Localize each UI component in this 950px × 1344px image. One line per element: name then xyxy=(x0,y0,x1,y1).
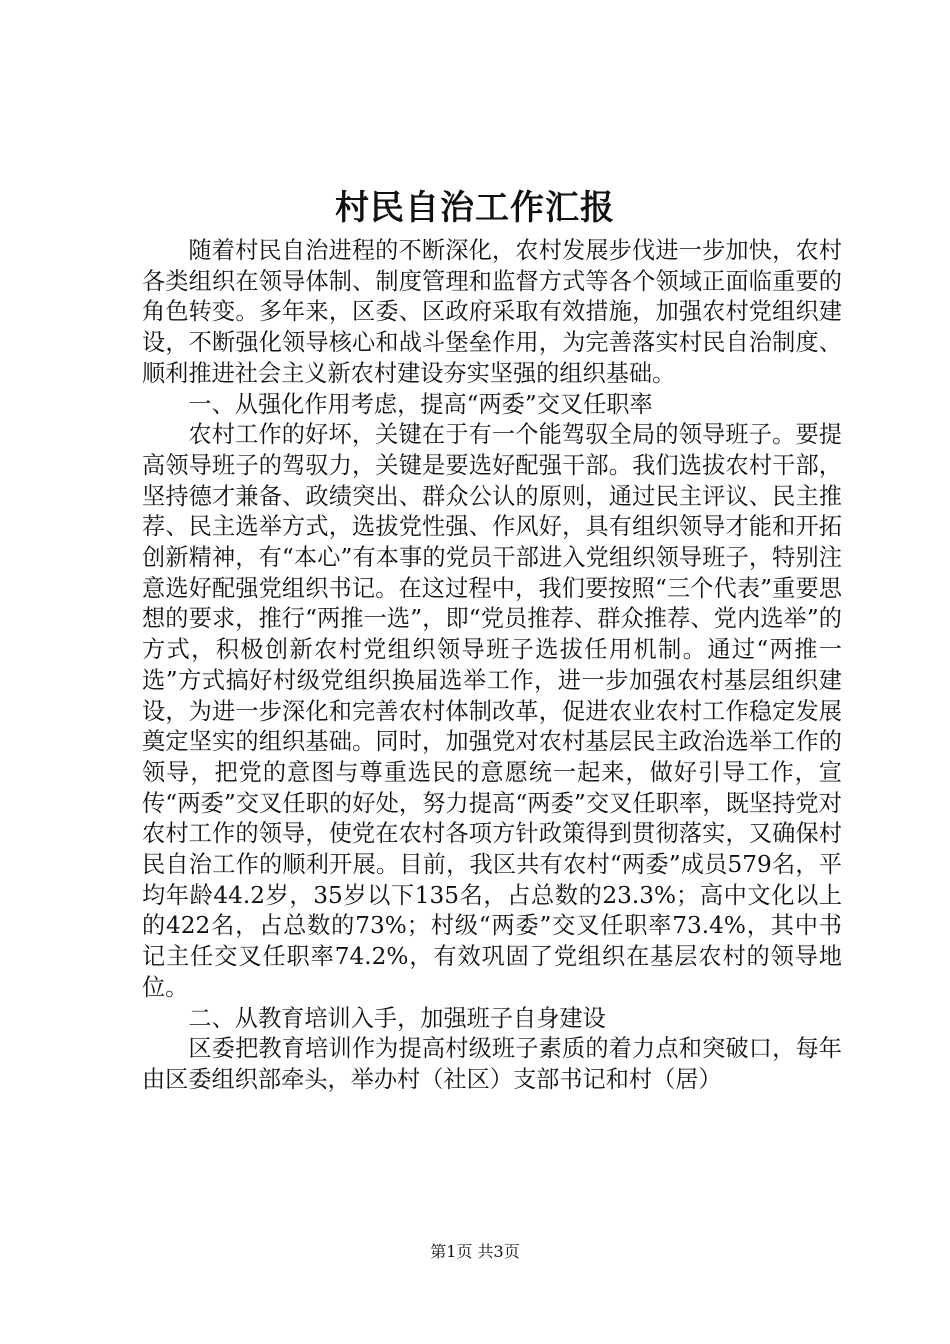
document-body xyxy=(142,236,842,1096)
intro-paragraph: 随着村民自治进程的不断深化，农村发展步伐进一步加快，农村各类组织在领导体制、制度管理和监督方式等各个领域正面临重要的角色转变。多年来，区委、区政府采取有效措施，加强农村党组织建设，不断强化领导核心和战斗堡垒作用，为完善落实村民自治制度、顺利推进社会主义新农村建设夯实坚强的组织基础。 xyxy=(142,237,842,387)
page-footer: 第1页 共3页 xyxy=(430,1242,520,1261)
section-1-heading: 一、从强化作用考虑，提高“两委”交叉任职率 xyxy=(188,390,653,418)
section-2-paragraph: 区委把教育培训作为提高村级班子素质的着力点和突破口，每年由区委组织部牵头，举办村（社区）支部书记和村（居） xyxy=(142,1035,842,1093)
document-title: 村民自治工作汇报 xyxy=(335,188,615,228)
section-1-paragraph: 农村工作的好坏，关键在于有一个能驾驭全局的领导班子。要提高领导班子的驾驭力，关键是要选好配强干部。我们选拔农村干部，坚持德才兼备、政绩突出、群众公认的原则，通过民主评议、民主推荐、民主选举方式，选拔党性强、作风好，具有组织领导才能和开拓创新精神，有“本心”有本事的党员干部进入党组织领导班子，特别注意选好配强党组织书记。在这过程中，我们要按照“三个代表”重要思想的要求，推行“两推一选”，即“党员推荐、群众推荐、党内选举”的方式，积极创新农村党组织领导班子选拔任用机制。通过“两推一选”方式搞好村级党组织换届选举工作，进一步加强农村基层组织建设，为进一步深化和完善农村体制改革，促进农业农村工作稳定发展奠定坚实的组织基础。同时，加强党对农村基层民主政治选举工作的领导，把党的意图与尊重选民的意愿统一起来，做好引导工作，宣传“两委”交叉任职的好处，努力提高“两委”交叉任职率，既坚持党对农村工作的领导，使党在农村各项方针政策得到贯彻落实，又确保村民自治工作的顺利开展。目前，我区共有农村“两委”成员579名，平均年龄44.2岁，35岁以下135名，占总数的23.3%；高中文化以上的422名，占总数的73%；村级“两委”交叉任职率73.4%，其中书记主任交叉任职率74.2%，有效巩固了党组织在基层农村的领导地位。 xyxy=(142,421,842,1001)
section-2-heading: 二、从教育培训入手，加强班子自身建设 xyxy=(188,1004,606,1032)
